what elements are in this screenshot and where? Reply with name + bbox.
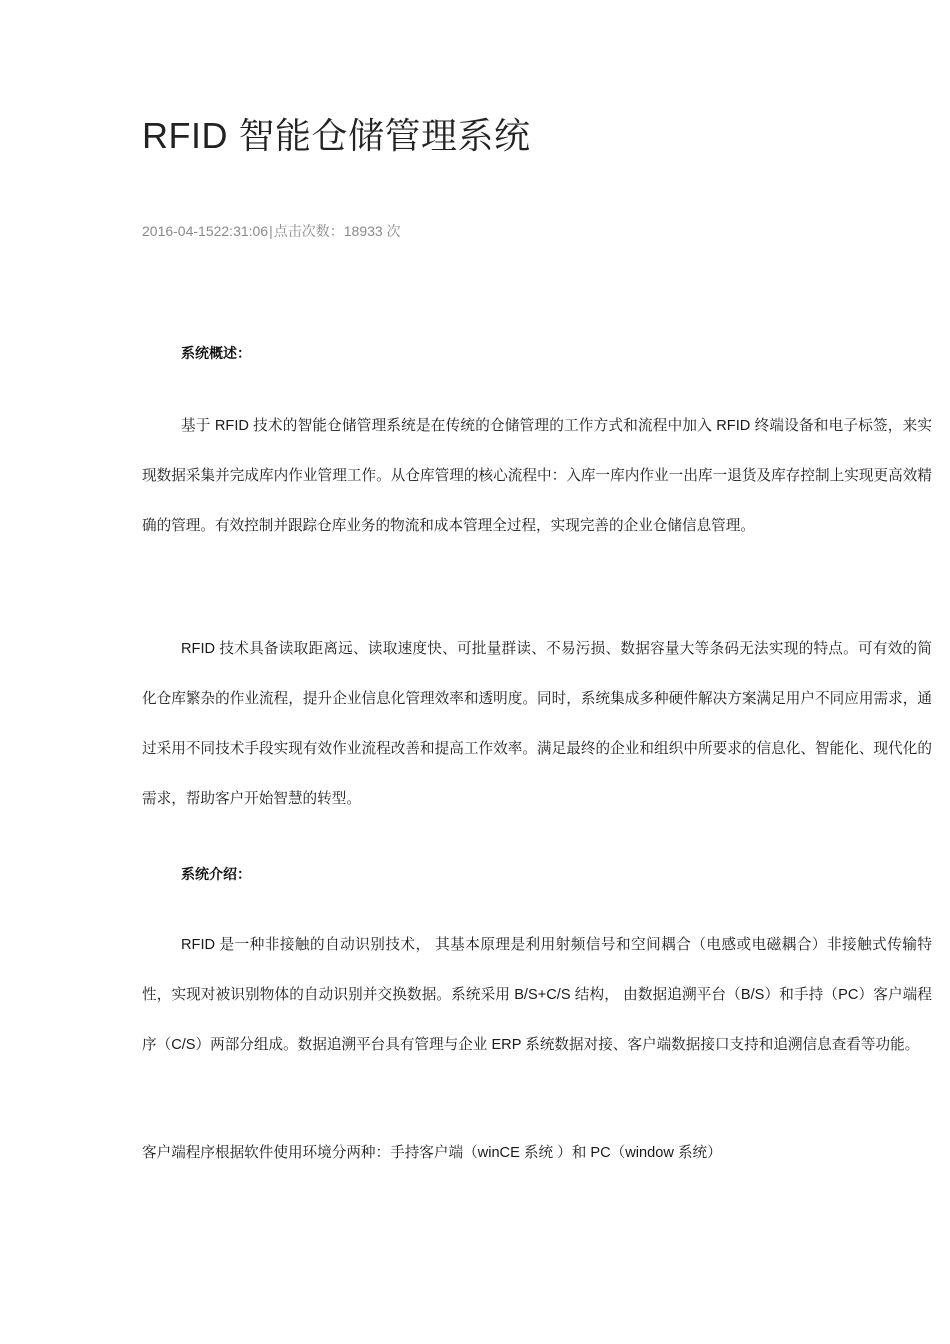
section-heading-introduction: 系统介绍： bbox=[181, 866, 251, 882]
overview-paragraph-2: RFID 技术具备读取距离远、读取速度快、可批量群读、不易污损、数据容量大等条码无法实现的特点。可有效的简化仓库繁杂的作业流程，提升企业信息化管理效率和透明度。同时，系统集成多种硬件解决方案满足用户不同应用需求，通过采用不同技术手段实现有效作业流程改善和提高工作效率。满足最终的企业和组织中所要求的信息化、智能化、现代化的需求，帮助客户开始智慧的转型。 bbox=[142, 641, 932, 807]
introduction-paragraph-1: RFID 是一种非接触的自动识别技术， 其基本原理是利用射频信号和空间耦合（电感或电磁耦合）非接触式传输特性，实现对被识别物体的自动识别并交换数据。系统采用 B/S+C/S 结构， 由数据追溯平台（B/S）和手持（PC）客户端程序（C/S）两部分组成。数据追溯平台具有管理与企业 ERP 系统数据对接、客户端数据接口支持和追溯信息查看等功能。 bbox=[142, 937, 932, 1053]
page-title: RFID 智能仓储管理系统 bbox=[142, 115, 531, 156]
views-label: 点击次数： bbox=[273, 223, 344, 239]
client-note: 客户端程序根据软件使用环境分两种：手持客户端（winCE 系统 ）和 PC（window 系统） bbox=[142, 1145, 722, 1161]
article-meta bbox=[142, 221, 401, 241]
publish-datetime: 2016-04-1522:31:06 bbox=[142, 223, 269, 239]
views-count: 18933 bbox=[343, 223, 383, 239]
overview-paragraph-1: 基于 RFID 技术的智能仓储管理系统是在传统的仓储管理的工作方式和流程中加入 RFID 终端设备和电子标签，来实现数据采集并完成库内作业管理工作。从仓库管理的核心流程中：入库一库内作业一出库一退货及库存控制上实现更高效精确的管理。有效控制并跟踪仓库业务的物流和成本管理全过程，实现完善的企业仓储信息管理。 bbox=[142, 418, 932, 534]
views-unit: 次 bbox=[382, 223, 401, 239]
section-heading-overview: 系统概述： bbox=[181, 345, 251, 361]
meta-separator: | bbox=[269, 223, 273, 239]
